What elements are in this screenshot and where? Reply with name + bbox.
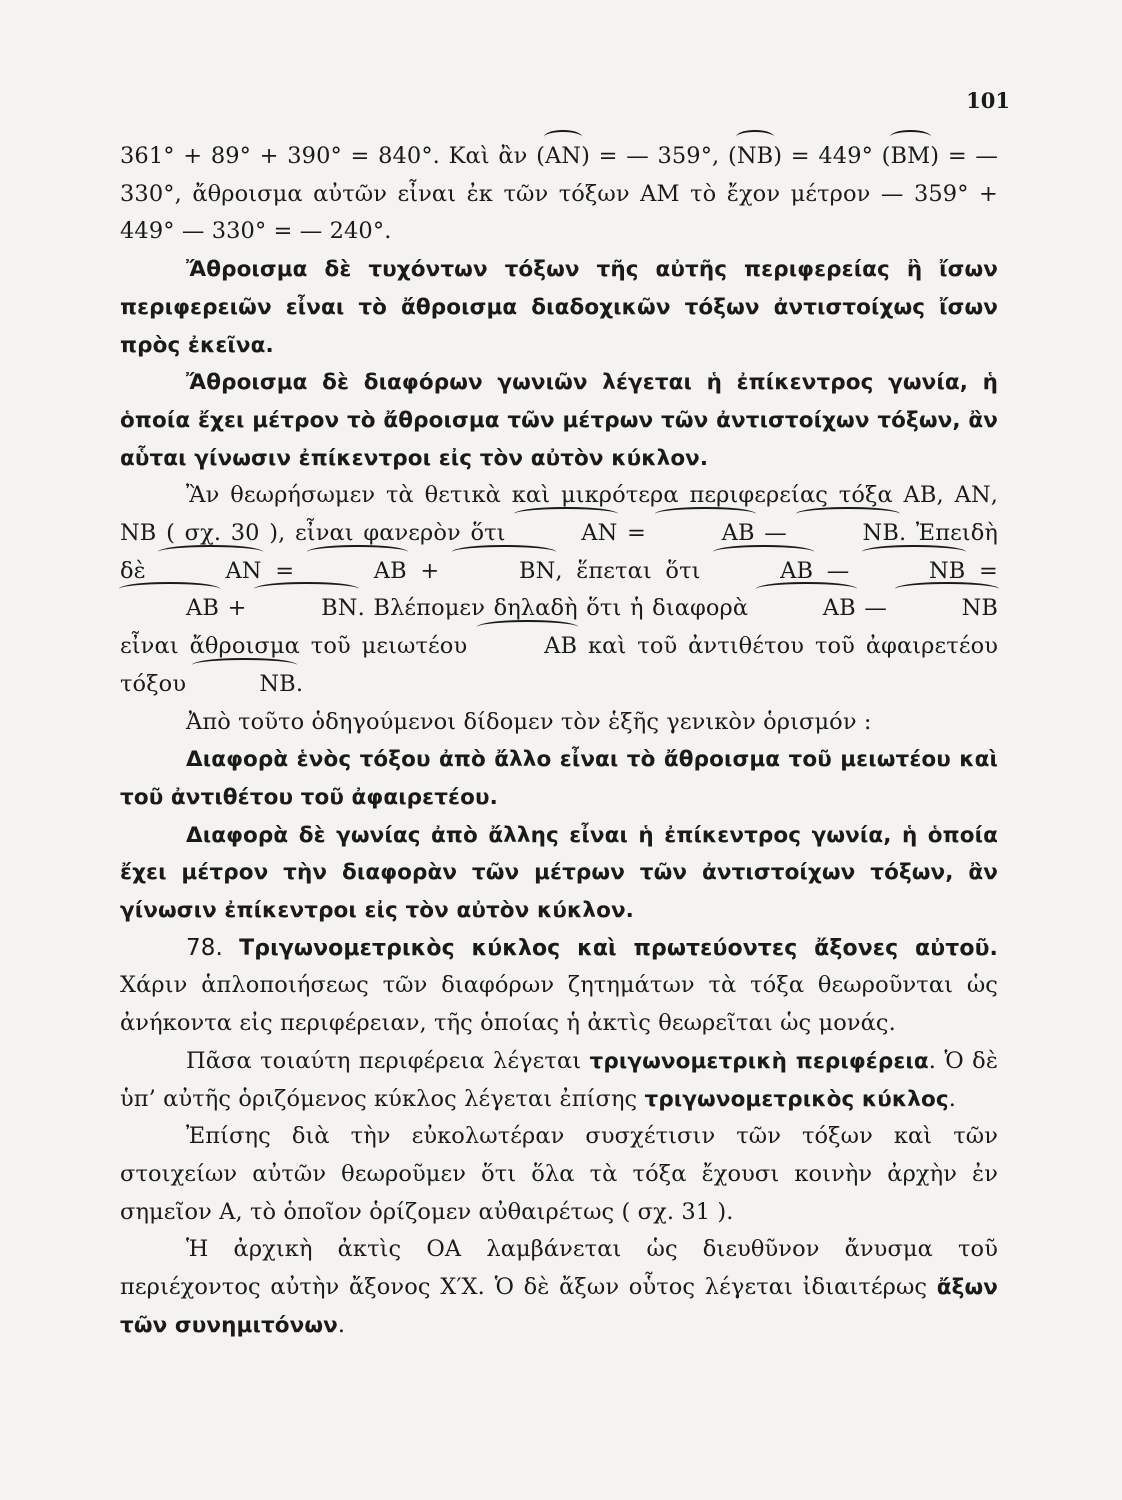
term-cosine-axis: ἄξων τῶν συνημιτόνων <box>120 1275 998 1338</box>
term-trig-periphery: τριγωνομετρικὴ περιφέρεια <box>589 1048 929 1074</box>
arc-ab: AB <box>757 590 856 628</box>
text: ) = — 359°, ( <box>581 143 737 169</box>
arc-bn: BN <box>255 590 357 628</box>
arc-ab: AB <box>120 590 219 628</box>
arc-nb: NB <box>863 553 965 591</box>
text: Ἡ ἀρχικὴ ἀκτὶς ΟΑ λαμβάνεται ὡς διευθῦνον ἄνυσμα τοῦ περιέχοντος αὐτὴν ἄξονος Χ′Χ. Ὁ δὲ ἄξων οὗτος λέγεται ἰδιαιτέρως <box>120 1236 998 1301</box>
text: καὶ τοῦ ἀντιθέτου τοῦ ἀφαιρετέου τόξου <box>120 633 998 697</box>
text: Πᾶσα τοιαύτη περιφέρεια λέγεται <box>186 1047 590 1074</box>
text: = <box>261 557 308 584</box>
text: + <box>406 557 453 584</box>
arc-an: AN <box>545 138 581 176</box>
text: + <box>218 595 256 622</box>
section-text: Χάριν ἁπλοποιήσεως τῶν διαφόρων ζητημάτων τὰ τόξα θεωροῦνται ὡς ἀνήκοντα εἰς περιφέρειαν, τῆς ὁποίας ἡ ἀκτὶς θεωρεῖται ὡς μονάς. <box>120 972 998 1037</box>
paragraph-difference-example <box>120 477 998 703</box>
arc-ab: AB <box>308 553 407 591</box>
section-number: 78. <box>186 934 223 961</box>
arc-bn: BN <box>453 553 555 591</box>
definition-difference-angles: Διαφορὰ δὲ γωνίας ἀπὸ ἄλλης εἶναι ἡ ἐπίκεντρος γωνία, ἡ ὁποία ἔχει μέτρον τὴν διαφορὰν τῶν μέτρων τῶν ἀντιστοίχων τόξων, ἂν γίνωσιν ἐπίκεντροι εἰς τὸν αὐτὸν κύκλον. <box>120 822 998 924</box>
arc-ab: AB <box>714 553 813 591</box>
text: , ἕπεται ὅτι <box>555 557 715 584</box>
text: = <box>965 557 998 584</box>
text: . <box>948 1085 956 1112</box>
paragraph-cosine-axis <box>120 1231 998 1344</box>
definition-sum-angles: Ἄθροισμα δὲ διαφόρων γωνιῶν λέγεται ἡ ἐπίκεντρος γωνία, ἡ ὁποία ἔχει μέτρον τὸ ἄθροισμα τῶν μέτρων τῶν ἀντιστοίχων τόξων, ἂν αὗται γίνωσιν ἐπίκεντροι εἰς τὸν αὐτὸν κύκλον. <box>120 370 998 471</box>
text: — <box>754 520 797 547</box>
arc-ab: AB <box>478 628 577 666</box>
text: Ἂν θεωρήσωμεν τὰ θετικὰ καὶ μικρότερα περιφερείας τόξα ΑΒ, ΑΝ, ΝΒ ( σχ. 30 ), εἶναι φανερὸν ὅτι <box>120 482 998 547</box>
text: . Ὁ δὲ ὑπ’ αὐτῆς ὁριζόμενος κύκλος λέγεται ἐπίσης <box>120 1047 998 1112</box>
text: ) = 449° ( <box>773 143 891 169</box>
text: ) = — 330°, ἄθροισμα αὐτῶν εἶναι ἐκ τῶν τόξων ΑΜ τὸ ἔχον μέτρον — 359° + 449° — 330° = — 240°. <box>120 143 999 245</box>
arc-nb: NB <box>737 138 773 176</box>
section-78 <box>120 930 998 1043</box>
text: εἶναι ἄθροισμα τοῦ μειωτέου <box>120 633 479 660</box>
term-trig-circle: τριγωνομετρικὸς κύκλος <box>644 1086 949 1112</box>
arc-bm: BM <box>891 138 931 176</box>
arc-nb: NB <box>797 515 899 553</box>
text: — <box>855 595 896 622</box>
section-title: Τριγωνομετρικὸς κύκλος καὶ πρωτεύοντες ἄξονες αὐτοῦ. <box>239 935 998 961</box>
paragraph-trig-circle <box>120 1043 998 1118</box>
definition-sum-arcs: Ἄθροισμα δὲ τυχόντων τόξων τῆς αὐτῆς περιφερείας ἢ ἴσων περιφερειῶν εἶναι τὸ ἄθροισμα διαδοχικῶν τόξων ἀντιστοίχως ἴσων πρὸς ἐκεῖνα. <box>120 257 998 358</box>
page-number: 101 <box>966 88 1010 113</box>
arc-an: AN <box>159 553 261 591</box>
arc-nb: NB <box>896 590 998 628</box>
text: . Βλέπομεν δηλαδὴ ὅτι ἡ διαφορὰ <box>357 595 757 622</box>
text: . <box>295 670 304 697</box>
text: . Ἐπειδὴ δὲ <box>120 520 998 584</box>
text: . <box>337 1311 346 1338</box>
text: = <box>617 520 656 547</box>
paragraph-sum-example <box>120 138 998 251</box>
paragraph-lead-in: Ἀπὸ τοῦτο ὁδηγούμενοι δίδομεν τὸν ἑξῆς γενικὸν ὁρισμόν : <box>186 708 872 735</box>
definition-difference-arcs: Διαφορὰ ἑνὸς τόξου ἀπὸ ἄλλο εἶναι τὸ ἄθροισμα τοῦ μειωτέου καὶ τοῦ ἀντιθέτου τοῦ ἀφαιρετέου. <box>120 747 998 810</box>
arc-ab: AB <box>656 515 755 553</box>
text: 361° + 89° + 390° = 840°. Καὶ ἂν ( <box>120 143 545 169</box>
arc-nb: NB <box>193 666 295 704</box>
arc-an: AN <box>515 515 617 553</box>
text: — <box>813 557 863 584</box>
page-content <box>120 138 998 1345</box>
paragraph-common-origin: Ἐπίσης διὰ τὴν εὐκολωτέραν συσχέτισιν τῶν τόξων καὶ τῶν στοιχείων αὐτῶν θεωροῦμεν ὅτι ὅλα τὰ τόξα ἔχουσι κοινὴν ἀρχὴν ἐν σημεῖον Α, τὸ ὁποῖον ὁρίζομεν αὐθαιρέτως ( σχ. 31 ). <box>120 1123 998 1225</box>
